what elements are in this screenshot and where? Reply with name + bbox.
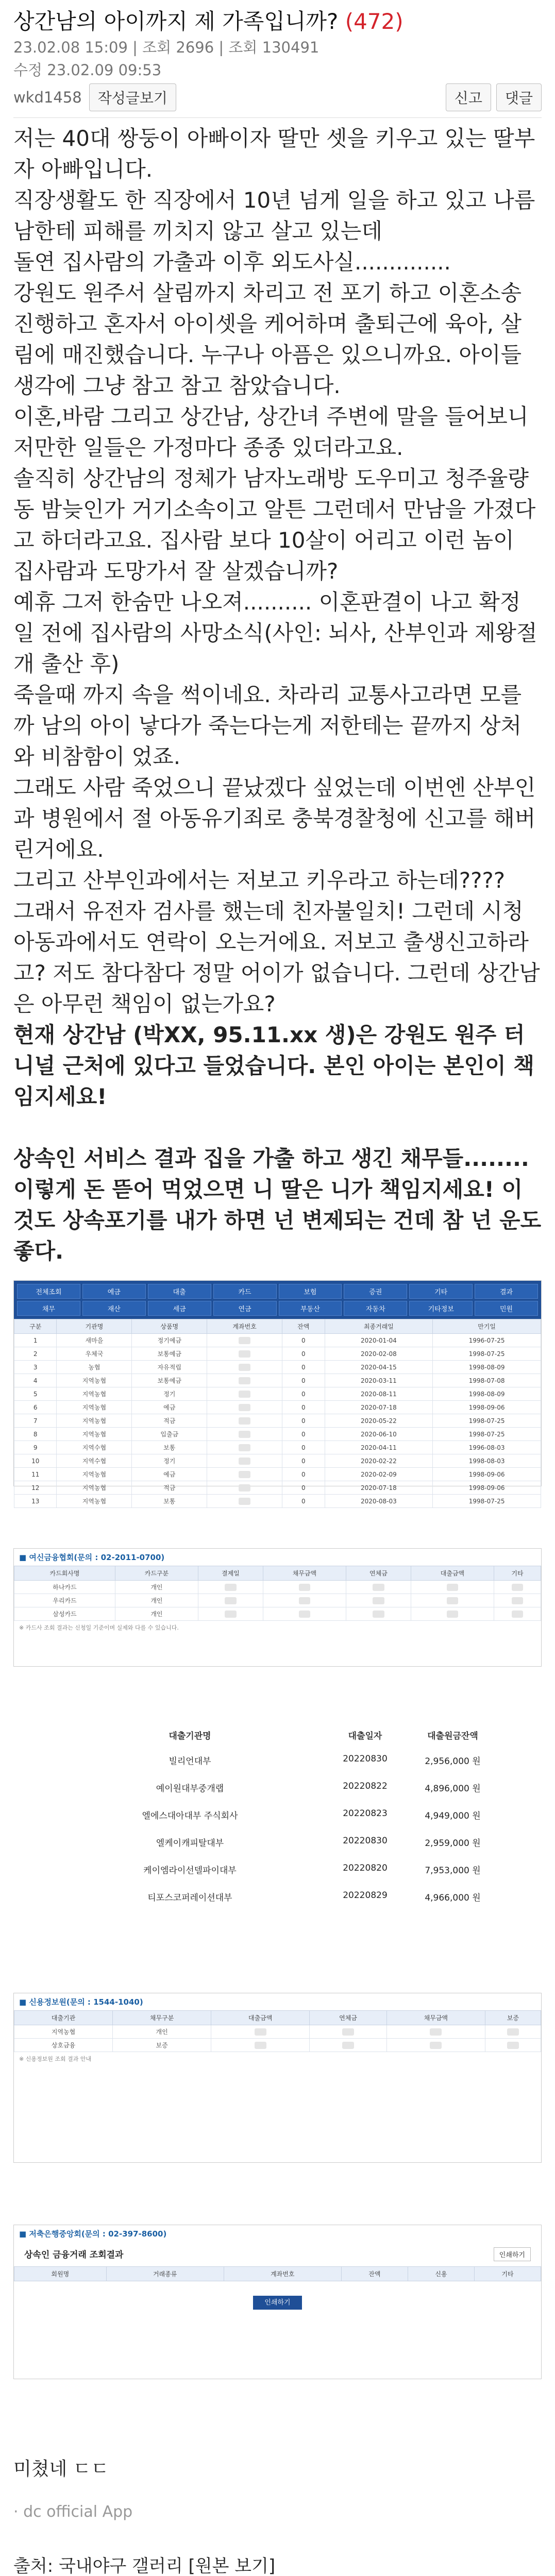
credit-table — [14, 2010, 541, 2052]
table-header-cell: 최종거래일 — [325, 1319, 433, 1334]
body-paragraph: 이혼,바람 그리고 상간남, 상간녀 주변에 말을 들어보니 저만한 일들은 가정마다 종종 있더라고요. — [13, 404, 535, 460]
table-cell: 지역수협 — [57, 1454, 132, 1468]
table-cell: 농협 — [57, 1361, 132, 1374]
table-cell: 2020-07-18 — [325, 1481, 433, 1495]
table-cell — [198, 1594, 263, 1607]
body-paragraph: 저는 40대 쌍둥이 아빠이자 딸만 셋을 키우고 있는 딸부자 아빠입니다. — [13, 126, 535, 182]
loan-cell: 4,896,000 원 — [425, 1784, 481, 1794]
table-cell: 1998-07-25 — [433, 1414, 541, 1428]
table-cell: 입출금 — [132, 1428, 207, 1441]
table-cell — [386, 2039, 485, 2052]
table-cell: 0 — [282, 1414, 325, 1428]
table-cell: 5 — [14, 1387, 57, 1401]
body-paragraph: 강원도 원주서 살림까지 차리고 전 포기 하고 이혼소송 진행하고 혼자서 아이셋을 케어하며 출퇴근에 육아, 살림에 매진했습니다. 누구나 아픔은 있으니까요. 아이들 생각에 그냥 참고 참고 참았습니다. — [13, 280, 529, 398]
table-cell — [494, 1607, 541, 1621]
table-row — [14, 1414, 541, 1428]
table-header-cell: 기타 — [494, 1566, 541, 1581]
table-cell: 개인 — [113, 2025, 211, 2039]
confirm-wrap — [14, 2297, 541, 2307]
section-title: ■ 저축은행중앙회(문의 : 02-397-8600) — [19, 2229, 167, 2239]
table-cell: 2 — [14, 1347, 57, 1361]
table-cell: 2020-05-22 — [325, 1414, 433, 1428]
table-cell — [207, 1374, 282, 1387]
captured-nav-item[interactable]: 기타정보 — [409, 1301, 473, 1316]
table-row — [14, 1441, 541, 1454]
table-cell: 삼성카드 — [14, 1607, 115, 1621]
table-cell: 지역농협 — [14, 2025, 113, 2039]
table-cell: 10 — [14, 1454, 57, 1468]
loan-cell: 4,949,000 원 — [425, 1811, 481, 1821]
table-cell: 지역농협 — [57, 1401, 132, 1414]
body-paragraph-bold: 현재 상간남 (박XX, 95.11.xx 생)은 강원도 원주 터니널 근처에 있다고 들었습니다. 본인 아이는 본인이 책임지세요! — [13, 1022, 534, 1109]
table-cell: 보통예금 — [132, 1374, 207, 1387]
table-header-cell: 거래종류 — [106, 2267, 224, 2281]
table-cell: 1998-08-03 — [433, 1454, 541, 1468]
reply-button[interactable]: 댓글 — [496, 83, 542, 111]
loan-rows — [56, 1747, 499, 1910]
table-cell — [207, 1387, 282, 1401]
table-cell: 7 — [14, 1414, 57, 1428]
loan-row — [56, 1774, 499, 1801]
captured-nav-item[interactable]: 증권 — [344, 1284, 407, 1299]
table-cell: 1996-07-25 — [433, 1334, 541, 1347]
loan-cell: 20220830 — [343, 1754, 388, 1764]
table-cell: 새마을 — [57, 1334, 132, 1347]
comment-count[interactable]: (472) — [345, 9, 403, 34]
table-cell — [207, 1361, 282, 1374]
table-cell: 1998-07-08 — [433, 1374, 541, 1387]
author-posts-button[interactable]: 작성글보기 — [89, 83, 176, 111]
captured-screenshot-credit-info — [13, 1993, 542, 2163]
table-cell: 지역농협 — [57, 1374, 132, 1387]
table-row — [14, 1594, 541, 1607]
table-cell: 상호금융 — [14, 2039, 113, 2052]
table-cell — [485, 2039, 541, 2052]
table-cell — [494, 1594, 541, 1607]
captured-nav-item[interactable]: 재산 — [82, 1301, 146, 1316]
table-cell — [386, 2025, 485, 2039]
table-cell: 지역농협 — [57, 1468, 132, 1481]
table-cell: 2020-06-10 — [325, 1428, 433, 1441]
captured-nav-item[interactable]: 결과 — [475, 1284, 538, 1299]
table-header-cell: 채무금액 — [263, 1566, 346, 1581]
report-button[interactable]: 신고 — [446, 83, 491, 111]
table-cell — [263, 1594, 346, 1607]
table-cell — [211, 2039, 310, 2052]
table-cell — [207, 1428, 282, 1441]
captured-screenshot-savings-bank — [13, 2225, 542, 2379]
table-cell: 1 — [14, 1334, 57, 1347]
table-cell: 지역농협 — [57, 1428, 132, 1441]
table-cell: 4 — [14, 1374, 57, 1387]
loan-row — [56, 1828, 499, 1856]
table-cell: 1998-08-09 — [433, 1387, 541, 1401]
table-cell — [263, 1581, 346, 1594]
captured-nav-item[interactable]: 연금 — [213, 1301, 277, 1316]
captured-screenshot-cards — [13, 1548, 542, 1667]
table-cell: 정기 — [132, 1387, 207, 1401]
table-cell: 개인 — [115, 1607, 198, 1621]
table-cell: 1998-09-06 — [433, 1481, 541, 1495]
author-box — [13, 83, 176, 111]
table-cell: 1998-07-25 — [433, 1495, 541, 1508]
table-header-row — [14, 2011, 541, 2025]
table-cell — [198, 1607, 263, 1621]
body-paragraph: 그래도 사람 죽었으니 끝났겠다 싶었는데 이번엔 산부인과 병원에서 절 아동유기죄로 충북경찰청에 신고를 해버린거에요. — [13, 775, 536, 862]
post-body — [0, 118, 555, 1267]
table-note: ※ 카드사 조회 결과는 신청일 기준이며 실제와 다를 수 있습니다. — [19, 1624, 179, 1631]
table-cell: 1998-07-25 — [433, 1428, 541, 1441]
table-cell: 8 — [14, 1428, 57, 1441]
table-cell — [207, 1347, 282, 1361]
table-row — [14, 1607, 541, 1621]
table-cell — [411, 1607, 494, 1621]
loan-cell: 2,959,000 원 — [425, 1838, 481, 1849]
body-paragraph: 그리고 산부인과에서는 저보고 키우라고 하는데???? 그래서 유전자 검사를 했는데 친자불일치! 그런데 시청 아동과에서도 연락이 오는거에요. 저보고 출생신고하라고? 저도 참다참다 정말 어이가 없습니다. 그런데 상간남은 아무런 책임이 없는가요? — [13, 868, 540, 1016]
table-cell: 우리카드 — [14, 1594, 115, 1607]
post-title-text: 상간남의 아이까지 제 가족입니까? — [13, 9, 345, 34]
table-cell — [207, 1454, 282, 1468]
captured-nav-item[interactable]: 대출 — [148, 1284, 211, 1299]
table-cell — [411, 1581, 494, 1594]
table-header-cell: 채무금액 — [386, 2011, 485, 2025]
loan-col-balance: 대출원금잔액 — [427, 1731, 478, 1741]
captured-nav-item[interactable]: 기타 — [409, 1284, 473, 1299]
table-cell: 정기예금 — [132, 1334, 207, 1347]
table-header-cell: 대출기관 — [14, 2011, 113, 2025]
table-cell — [198, 1581, 263, 1594]
table-cell: 0 — [282, 1387, 325, 1401]
table-header-cell: 연체금 — [346, 1566, 411, 1581]
table-cell: 2020-02-08 — [325, 1347, 433, 1361]
captured-nav-item[interactable]: 부동산 — [279, 1301, 342, 1316]
table-cell — [207, 1468, 282, 1481]
table-cell — [494, 1581, 541, 1594]
table-cell — [211, 2025, 310, 2039]
loan-cell: 4,966,000 원 — [425, 1893, 481, 1903]
table-cell: 0 — [282, 1441, 325, 1454]
table-header-cell: 신용 — [408, 2267, 474, 2281]
post-meta-1: 23.02.08 15:09 | 조회 2696 | 조회 130491 — [13, 39, 319, 56]
table-cell: 2020-02-09 — [325, 1468, 433, 1481]
source-link[interactable]: 출처: 국내야구 갤러리 [원본 보기] — [13, 2556, 276, 2576]
captured-screenshot-accounts — [13, 1280, 542, 1505]
table-header-cell: 결제일 — [198, 1566, 263, 1581]
loan-cell: 20220820 — [343, 1863, 388, 1873]
credit-table-body — [14, 2025, 541, 2052]
app-signature: · dc official App — [13, 2503, 133, 2521]
table-cell: 2020-07-18 — [325, 1401, 433, 1414]
table-cell: 11 — [14, 1468, 57, 1481]
table-header-row — [14, 1319, 541, 1334]
table-header-row — [14, 2267, 541, 2281]
table-row — [14, 1334, 541, 1347]
table-cell — [310, 2039, 387, 2052]
table-cell: 1998-09-06 — [433, 1401, 541, 1414]
body-paragraph-bold: 상속인 서비스 결과 집을 가출 하고 생긴 채무들........ 이렇게 돈 뜯어 먹었으면 니 딸은 니가 책임지세요! 이것도 상속포기를 내가 하면 넌 변제되는 건데 참 넌 운도 좋다. — [13, 1146, 542, 1264]
post-meta-2: 수정 23.02.09 09:53 — [13, 61, 162, 79]
table-cell — [207, 1334, 282, 1347]
table-cell: 지역농협 — [57, 1495, 132, 1508]
table-cell: 우체국 — [57, 1347, 132, 1361]
table-header-cell: 대출금액 — [411, 1566, 494, 1581]
table-cell: 1996-08-03 — [433, 1441, 541, 1454]
captured-nav-item[interactable]: 채무 — [17, 1301, 80, 1316]
post-footer — [0, 2456, 555, 2576]
footer-comment: 미쳤네 ㄷㄷ — [13, 2459, 109, 2480]
table-header-cell: 계좌번호 — [207, 1319, 282, 1334]
loan-cell: 티포스코퍼레이션대부 — [147, 1893, 232, 1903]
table-row — [14, 2039, 541, 2052]
table-cell: 지역농협 — [57, 1414, 132, 1428]
captured-nav-item[interactable]: 세금 — [148, 1301, 211, 1316]
cards-table-body — [14, 1581, 541, 1621]
table-cell: 2020-02-22 — [325, 1454, 433, 1468]
captured-nav-item[interactable]: 자동차 — [344, 1301, 407, 1316]
body-paragraph: 죽을때 까지 속을 썩이네요. 차라리 교통사고라면 모를까 남의 아이 낳다가 죽는다는게 저한테는 끝까지 상처와 비참함이 었죠. — [13, 682, 522, 769]
table-cell — [207, 1414, 282, 1428]
table-row — [14, 1454, 541, 1468]
print-button[interactable]: 인쇄하기 — [494, 2247, 531, 2261]
table-row — [14, 1428, 541, 1441]
table-cell: 0 — [282, 1334, 325, 1347]
table-cell: 지역농협 — [57, 1481, 132, 1495]
table-header-row — [14, 1566, 541, 1581]
table-row — [14, 1581, 541, 1594]
author-name[interactable]: wkd1458 — [13, 89, 82, 106]
table-header-cell: 잔액 — [282, 1319, 325, 1334]
table-cell: 적금 — [132, 1481, 207, 1495]
table-cell: 적금 — [132, 1414, 207, 1428]
loan-cell: 20220823 — [343, 1808, 388, 1819]
table-cell: 0 — [282, 1347, 325, 1361]
table-row — [14, 1361, 541, 1374]
table-cell: 0 — [282, 1374, 325, 1387]
table-row — [14, 1481, 541, 1495]
cards-table — [14, 1566, 541, 1621]
table-header-cell: 카드구분 — [115, 1566, 198, 1581]
accounts-table — [14, 1319, 541, 1508]
loan-list — [56, 1728, 499, 1910]
table-cell: 2020-08-03 — [325, 1495, 433, 1508]
table-cell: 2020-04-15 — [325, 1361, 433, 1374]
table-cell — [207, 1441, 282, 1454]
table-note: ※ 신용정보원 조회 결과 안내 — [19, 2056, 92, 2062]
table-cell: 0 — [282, 1481, 325, 1495]
table-cell: 보통예금 — [132, 1347, 207, 1361]
table-header-cell: 대출금액 — [211, 2011, 310, 2025]
loan-cell: 엘에스대아대부 주식회사 — [142, 1811, 238, 1821]
table-cell — [207, 1401, 282, 1414]
table-cell — [263, 1607, 346, 1621]
table-cell: 예금 — [132, 1468, 207, 1481]
table-row — [14, 1468, 541, 1481]
table-header-cell: 잔액 — [341, 2267, 408, 2281]
table-row — [14, 1401, 541, 1414]
table-cell: 0 — [282, 1454, 325, 1468]
table-cell: 2020-04-11 — [325, 1441, 433, 1454]
table-cell: 0 — [282, 1361, 325, 1374]
savings-subtitle: 상속인 금융거래 조회결과 — [24, 2250, 124, 2260]
loan-col-date: 대출일자 — [348, 1731, 382, 1741]
table-cell: 2020-08-11 — [325, 1387, 433, 1401]
table-cell — [485, 2025, 541, 2039]
table-header-cell: 구분 — [14, 1319, 57, 1334]
table-cell: 0 — [282, 1495, 325, 1508]
table-header-cell: 상품명 — [132, 1319, 207, 1334]
table-cell: 9 — [14, 1441, 57, 1454]
loan-cell: 20220829 — [343, 1890, 388, 1901]
table-cell: 2020-01-04 — [325, 1334, 433, 1347]
table-header-cell: 회원명 — [14, 2267, 107, 2281]
table-cell: 13 — [14, 1495, 57, 1508]
table-cell: 1998-07-25 — [433, 1347, 541, 1361]
post-title — [13, 7, 542, 36]
table-row — [14, 1387, 541, 1401]
table-row — [14, 1347, 541, 1361]
captured-nav-item[interactable]: 민원 — [475, 1301, 538, 1316]
table-cell: 보증 — [113, 2039, 211, 2052]
table-cell: 개인 — [115, 1581, 198, 1594]
table-cell — [411, 1594, 494, 1607]
table-cell — [207, 1495, 282, 1508]
table-row — [14, 1495, 541, 1508]
loan-col-lender: 대출기관명 — [169, 1731, 211, 1741]
table-cell: 지역농협 — [57, 1387, 132, 1401]
table-cell: 하나카드 — [14, 1581, 115, 1594]
table-cell: 보통 — [132, 1495, 207, 1508]
table-header-cell: 연체금 — [310, 2011, 387, 2025]
table-cell: 자유적립 — [132, 1361, 207, 1374]
table-cell: 2020-03-11 — [325, 1374, 433, 1387]
table-header-cell: 계좌번호 — [224, 2267, 341, 2281]
post-header — [0, 0, 555, 118]
table-row — [14, 1374, 541, 1387]
captured-nav-item[interactable]: 카드 — [213, 1284, 277, 1299]
table-cell: 6 — [14, 1401, 57, 1414]
loan-row — [56, 1856, 499, 1883]
body-paragraph: 직장생활도 한 직장에서 10년 넘게 일을 하고 있고 나름 남한테 피해를 끼치지 않고 살고 있는데 돌연 집사람의 가출과 이후 외도사실.............. — [13, 188, 535, 275]
savings-table — [14, 2266, 541, 2281]
table-header-cell: 기타 — [474, 2267, 541, 2281]
loan-row — [56, 1801, 499, 1828]
table-cell: 0 — [282, 1428, 325, 1441]
loan-cell: 7,953,000 원 — [425, 1866, 481, 1876]
captured-nav-bar — [14, 1281, 541, 1319]
loan-row — [56, 1747, 499, 1774]
author-row — [13, 83, 542, 111]
captured-nav-item[interactable]: 전체조회 — [17, 1284, 80, 1299]
table-header-cell: 기관명 — [57, 1319, 132, 1334]
table-cell — [207, 1481, 282, 1495]
table-cell: 예금 — [132, 1401, 207, 1414]
loan-list-header — [56, 1728, 499, 1747]
table-cell: 지역수협 — [57, 1441, 132, 1454]
captured-nav-item[interactable]: 예금 — [82, 1284, 146, 1299]
body-paragraph: 예휴 그저 한숨만 나오져.......... 이혼판결이 나고 확정일 전에 집사람의 사망소식(사인: 뇌사, 산부인과 제왕절개 출산 후) — [13, 589, 537, 676]
table-cell — [346, 1594, 411, 1607]
loan-cell: 20220822 — [343, 1781, 388, 1791]
loan-cell: 빌리언대부 — [169, 1756, 211, 1767]
loan-row — [56, 1883, 499, 1910]
table-cell: 0 — [282, 1401, 325, 1414]
loan-cell: 예이원대부중개랩 — [156, 1784, 224, 1794]
loan-cell: 케이엠라이선델파이대부 — [143, 1866, 237, 1876]
table-cell: 정기 — [132, 1454, 207, 1468]
table-cell — [346, 1581, 411, 1594]
loan-cell: 엘케이캐피탈대부 — [156, 1838, 224, 1849]
savings-header — [14, 2242, 541, 2266]
loan-cell: 20220830 — [343, 1836, 388, 1846]
post-actions — [446, 83, 542, 111]
table-cell: 1998-09-06 — [433, 1468, 541, 1481]
table-header-cell: 카드회사명 — [14, 1566, 115, 1581]
confirm-button[interactable]: 인쇄하기 — [253, 2296, 301, 2310]
table-cell: 1998-08-09 — [433, 1361, 541, 1374]
table-header-cell: 채무구분 — [113, 2011, 211, 2025]
section-title: ■ 신용정보원(문의 : 1544-1040) — [19, 1997, 143, 2007]
captured-nav-item[interactable]: 보험 — [279, 1284, 342, 1299]
table-header-cell: 만기일 — [433, 1319, 541, 1334]
table-cell — [346, 1607, 411, 1621]
body-paragraph: 솔직히 상간남의 정체가 남자노래방 도우미고 청주율량동 밤늦인가 거기소속이고 알튼 그런데서 만남을 가졌다고 하더라고요. 집사람 보다 10살이 어리고 이런 놈이 집사람과 도망가서 잘 살겠습니까? — [13, 466, 536, 584]
table-row — [14, 2025, 541, 2039]
table-cell: 12 — [14, 1481, 57, 1495]
accounts-table-body — [14, 1334, 541, 1508]
table-cell: 개인 — [115, 1594, 198, 1607]
table-cell: 보통 — [132, 1441, 207, 1454]
section-title: ■ 여신금융협회(문의 : 02-2011-0700) — [19, 1553, 165, 1562]
table-header-cell: 보증 — [485, 2011, 541, 2025]
table-cell: 3 — [14, 1361, 57, 1374]
table-cell — [310, 2025, 387, 2039]
table-cell: 0 — [282, 1468, 325, 1481]
loan-cell: 2,956,000 원 — [425, 1756, 481, 1767]
